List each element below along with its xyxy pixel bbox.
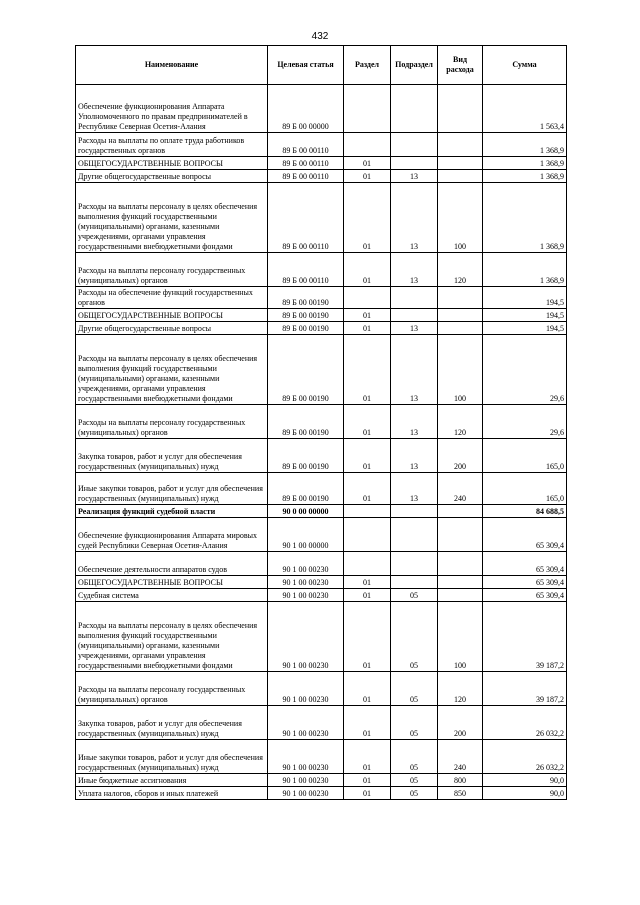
cell-name: Расходы на выплаты персоналу в целях обеспечения выполнения функций государственными (муниципальными) органами, казенными учреждениями, органами управления государственными внебюджетными фондами — [76, 335, 268, 405]
cell-target-article: 89 Б 00 00110 — [268, 253, 344, 287]
cell-section: 01 — [344, 157, 391, 170]
cell-amount: 26 032,2 — [483, 740, 567, 774]
cell-amount: 26 032,2 — [483, 706, 567, 740]
table-row — [76, 309, 567, 322]
budget-table — [75, 45, 567, 800]
cell-amount: 1 563,4 — [483, 85, 567, 133]
cell-target-article: 90 1 00 00230 — [268, 602, 344, 672]
table-row — [76, 335, 567, 405]
cell-subsection: 05 — [391, 602, 438, 672]
table-header — [76, 46, 567, 85]
table-row — [76, 787, 567, 800]
cell-target-article: 90 1 00 00230 — [268, 706, 344, 740]
cell-section: 01 — [344, 439, 391, 473]
cell-expense-type: 200 — [438, 439, 483, 473]
cell-section: 01 — [344, 576, 391, 589]
cell-name: Обеспечение деятельности аппаратов судов — [76, 552, 268, 576]
cell-target-article: 89 Б 00 00110 — [268, 157, 344, 170]
cell-section: 01 — [344, 589, 391, 602]
header-target-article: Целевая статья — [268, 46, 344, 85]
cell-subsection: 13 — [391, 170, 438, 183]
cell-section: 01 — [344, 787, 391, 800]
cell-subsection — [391, 85, 438, 133]
cell-expense-type: 120 — [438, 672, 483, 706]
cell-subsection: 13 — [391, 473, 438, 505]
cell-section: 01 — [344, 170, 391, 183]
cell-subsection — [391, 505, 438, 518]
cell-subsection — [391, 518, 438, 552]
cell-subsection — [391, 576, 438, 589]
cell-amount: 1 368,9 — [483, 170, 567, 183]
cell-amount: 90,0 — [483, 774, 567, 787]
cell-expense-type — [438, 287, 483, 309]
cell-name: Закупка товаров, работ и услуг для обеспечения государственных (муниципальных) нужд — [76, 706, 268, 740]
cell-amount: 84 688,5 — [483, 505, 567, 518]
cell-name: Другие общегосударственные вопросы — [76, 170, 268, 183]
cell-target-article: 89 Б 00 00190 — [268, 335, 344, 405]
cell-subsection: 13 — [391, 335, 438, 405]
header-subsection: Подраздел — [391, 46, 438, 85]
table-row — [76, 505, 567, 518]
cell-amount: 29,6 — [483, 335, 567, 405]
cell-expense-type — [438, 133, 483, 157]
cell-section — [344, 287, 391, 309]
cell-expense-type: 240 — [438, 740, 483, 774]
cell-expense-type — [438, 309, 483, 322]
table-row — [76, 170, 567, 183]
table-row — [76, 322, 567, 335]
cell-name: Иные закупки товаров, работ и услуг для обеспечения государственных (муниципальных) нужд — [76, 740, 268, 774]
table-row — [76, 439, 567, 473]
table-row — [76, 740, 567, 774]
cell-subsection: 05 — [391, 774, 438, 787]
header-amount: Сумма — [483, 46, 567, 85]
cell-subsection: 13 — [391, 439, 438, 473]
cell-target-article: 90 1 00 00230 — [268, 576, 344, 589]
cell-name: Расходы на выплаты персоналу в целях обеспечения выполнения функций государственными (муниципальными) органами, казенными учреждениями, органами управления государственными внебюджетными фондами — [76, 602, 268, 672]
table-row — [76, 576, 567, 589]
cell-expense-type — [438, 322, 483, 335]
cell-name: Реализация функций судебной власти — [76, 505, 268, 518]
table-row — [76, 287, 567, 309]
cell-name: Другие общегосударственные вопросы — [76, 322, 268, 335]
table-row — [76, 405, 567, 439]
cell-subsection — [391, 552, 438, 576]
table-row — [76, 473, 567, 505]
table-row — [76, 706, 567, 740]
cell-name: ОБЩЕГОСУДАРСТВЕННЫЕ ВОПРОСЫ — [76, 576, 268, 589]
cell-target-article: 89 Б 00 00110 — [268, 183, 344, 253]
cell-name: Расходы на выплаты по оплате труда работников государственных органов — [76, 133, 268, 157]
cell-expense-type — [438, 505, 483, 518]
cell-section — [344, 518, 391, 552]
cell-name: Иные бюджетные ассигнования — [76, 774, 268, 787]
cell-name: Расходы на обеспечение функций государственных органов — [76, 287, 268, 309]
cell-name: ОБЩЕГОСУДАРСТВЕННЫЕ ВОПРОСЫ — [76, 157, 268, 170]
cell-section: 01 — [344, 253, 391, 287]
cell-expense-type: 120 — [438, 405, 483, 439]
cell-subsection: 13 — [391, 322, 438, 335]
cell-section: 01 — [344, 602, 391, 672]
cell-amount: 1 368,9 — [483, 183, 567, 253]
cell-name: Обеспечение функционирования Аппарата Уполномоченного по правам предпринимателей в Республике Северная Осетия-Алания — [76, 85, 268, 133]
cell-subsection — [391, 309, 438, 322]
cell-expense-type — [438, 157, 483, 170]
cell-amount: 65 309,4 — [483, 552, 567, 576]
cell-section — [344, 133, 391, 157]
cell-target-article: 89 Б 00 00110 — [268, 170, 344, 183]
table-row — [76, 774, 567, 787]
cell-name: Иные закупки товаров, работ и услуг для обеспечения государственных (муниципальных) нужд — [76, 473, 268, 505]
cell-target-article: 89 Б 00 00190 — [268, 309, 344, 322]
cell-target-article: 90 1 00 00230 — [268, 672, 344, 706]
cell-section: 01 — [344, 706, 391, 740]
table-row — [76, 589, 567, 602]
cell-amount: 165,0 — [483, 473, 567, 505]
header-expense-type: Вид расхода — [438, 46, 483, 85]
table-row — [76, 602, 567, 672]
cell-target-article: 90 1 00 00230 — [268, 740, 344, 774]
cell-subsection: 05 — [391, 706, 438, 740]
cell-subsection: 05 — [391, 589, 438, 602]
cell-subsection: 13 — [391, 183, 438, 253]
cell-section: 01 — [344, 183, 391, 253]
cell-target-article: 90 1 00 00230 — [268, 774, 344, 787]
cell-expense-type: 100 — [438, 602, 483, 672]
table-row — [76, 253, 567, 287]
cell-name: Расходы на выплаты персоналу государственных (муниципальных) органов — [76, 405, 268, 439]
table-row — [76, 183, 567, 253]
cell-expense-type — [438, 552, 483, 576]
header-section: Раздел — [344, 46, 391, 85]
cell-target-article: 90 1 00 00230 — [268, 552, 344, 576]
cell-amount: 65 309,4 — [483, 576, 567, 589]
cell-name: Расходы на выплаты персоналу государственных (муниципальных) органов — [76, 253, 268, 287]
cell-target-article: 89 Б 00 00190 — [268, 405, 344, 439]
cell-amount: 194,5 — [483, 287, 567, 309]
cell-expense-type: 850 — [438, 787, 483, 800]
cell-subsection: 05 — [391, 672, 438, 706]
cell-expense-type — [438, 85, 483, 133]
cell-subsection: 05 — [391, 740, 438, 774]
cell-section — [344, 505, 391, 518]
table-row — [76, 518, 567, 552]
cell-amount: 1 368,9 — [483, 253, 567, 287]
cell-section: 01 — [344, 473, 391, 505]
cell-expense-type: 120 — [438, 253, 483, 287]
cell-subsection: 13 — [391, 405, 438, 439]
cell-expense-type: 100 — [438, 335, 483, 405]
cell-name: Обеспечение функционирования Аппарата мировых судей Республики Северная Осетия-Алания — [76, 518, 268, 552]
cell-subsection: 05 — [391, 787, 438, 800]
table-row — [76, 157, 567, 170]
cell-name: Расходы на выплаты персоналу государственных (муниципальных) органов — [76, 672, 268, 706]
cell-name: Уплата налогов, сборов и иных платежей — [76, 787, 268, 800]
cell-amount: 29,6 — [483, 405, 567, 439]
table-row — [76, 133, 567, 157]
table-row — [76, 85, 567, 133]
cell-section: 01 — [344, 335, 391, 405]
cell-amount: 1 368,9 — [483, 133, 567, 157]
cell-section: 01 — [344, 322, 391, 335]
cell-name: Закупка товаров, работ и услуг для обеспечения государственных (муниципальных) нужд — [76, 439, 268, 473]
cell-expense-type — [438, 518, 483, 552]
cell-amount: 90,0 — [483, 787, 567, 800]
cell-expense-type: 800 — [438, 774, 483, 787]
cell-target-article: 89 Б 00 00190 — [268, 439, 344, 473]
cell-section — [344, 85, 391, 133]
cell-amount: 65 309,4 — [483, 589, 567, 602]
cell-section: 01 — [344, 309, 391, 322]
cell-target-article: 89 Б 00 00000 — [268, 85, 344, 133]
cell-amount: 39 187,2 — [483, 672, 567, 706]
cell-amount: 1 368,9 — [483, 157, 567, 170]
cell-target-article: 90 1 00 00230 — [268, 589, 344, 602]
cell-name: Расходы на выплаты персоналу в целях обеспечения выполнения функций государственными (муниципальными) органами, казенными учреждениями, органами управления государственными внебюджетными фондами — [76, 183, 268, 253]
cell-expense-type — [438, 589, 483, 602]
cell-amount: 65 309,4 — [483, 518, 567, 552]
cell-amount: 39 187,2 — [483, 602, 567, 672]
cell-subsection — [391, 287, 438, 309]
cell-expense-type: 200 — [438, 706, 483, 740]
cell-name: ОБЩЕГОСУДАРСТВЕННЫЕ ВОПРОСЫ — [76, 309, 268, 322]
cell-section: 01 — [344, 405, 391, 439]
cell-target-article: 90 0 00 00000 — [268, 505, 344, 518]
cell-target-article: 89 Б 00 00190 — [268, 322, 344, 335]
table-body — [76, 85, 567, 800]
header-name: Наименование — [76, 46, 268, 85]
table-row — [76, 552, 567, 576]
page-number: 432 — [311, 31, 329, 42]
cell-section: 01 — [344, 740, 391, 774]
cell-section — [344, 552, 391, 576]
cell-expense-type — [438, 170, 483, 183]
cell-expense-type: 240 — [438, 473, 483, 505]
cell-expense-type: 100 — [438, 183, 483, 253]
cell-target-article: 89 Б 00 00190 — [268, 473, 344, 505]
cell-target-article: 90 1 00 00000 — [268, 518, 344, 552]
cell-amount: 165,0 — [483, 439, 567, 473]
cell-amount: 194,5 — [483, 322, 567, 335]
cell-subsection — [391, 157, 438, 170]
cell-name: Судебная система — [76, 589, 268, 602]
cell-expense-type — [438, 576, 483, 589]
table-row — [76, 672, 567, 706]
cell-section: 01 — [344, 774, 391, 787]
cell-target-article: 89 Б 00 00110 — [268, 133, 344, 157]
cell-section: 01 — [344, 672, 391, 706]
cell-target-article: 90 1 00 00230 — [268, 787, 344, 800]
cell-subsection — [391, 133, 438, 157]
cell-target-article: 89 Б 00 00190 — [268, 287, 344, 309]
cell-amount: 194,5 — [483, 309, 567, 322]
cell-subsection: 13 — [391, 253, 438, 287]
